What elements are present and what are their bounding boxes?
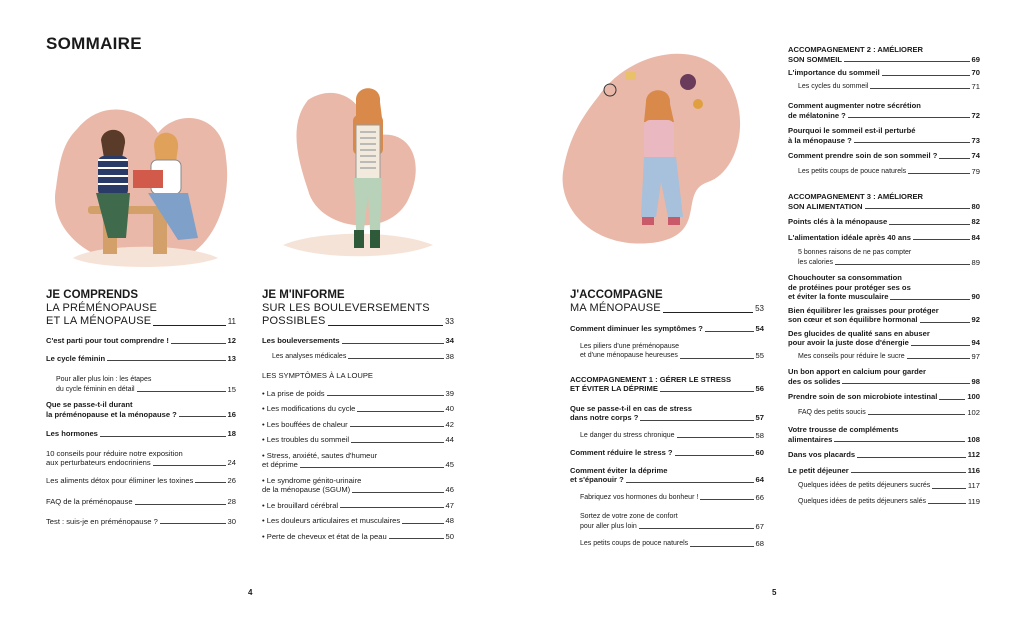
toc-entry[interactable]: [262, 476, 454, 495]
toc-entry-title: • Les modifications du cycle: [262, 404, 356, 413]
toc-page-number: 18: [227, 429, 236, 438]
toc-entry-title: et déprime: [262, 460, 298, 469]
toc-entry-title: les calories: [798, 258, 834, 266]
toc-entry-title: • Le syndrome génito-urinaire: [262, 475, 362, 485]
toc-entry-title: L'importance du sommeil: [788, 68, 880, 77]
toc-leader-line: [348, 358, 443, 359]
toc-leader-line: [389, 538, 444, 539]
toc-entry-title: Pourquoi le sommeil est-il perturbé: [788, 126, 916, 135]
toc-leader-line: [350, 426, 444, 427]
toc-entry-title: Les cycles du sommeil: [798, 82, 869, 90]
illustration-two-women-reading: [48, 98, 238, 270]
toc-page-number: 45: [445, 460, 454, 469]
toc-leader-line: [857, 457, 966, 458]
toc-page-number: 84: [971, 232, 980, 242]
toc-leader-line: [868, 414, 966, 415]
toc-page-number: 30: [227, 516, 236, 526]
toc-entry-title: Bien équilibrer les graisses pour protéger: [788, 305, 939, 315]
toc-page-number: 100: [967, 392, 980, 401]
toc-entry[interactable]: [262, 532, 454, 542]
toc-page-number: 60: [755, 448, 764, 457]
page-number-left: 4: [248, 588, 253, 597]
toc-entry-title: ACCOMPAGNEMENT 1 : GÉRER LE STRESS: [570, 374, 732, 384]
toc-entry-title: Le cycle féminin: [46, 353, 106, 363]
toc-leader-line: [932, 488, 966, 489]
toc-entry-title: ET ÉVITER LA DÉPRIME: [570, 384, 658, 393]
toc-entry-title: Que se passe-t-il en cas de stress: [570, 403, 692, 413]
toc-leader-line: [675, 455, 754, 456]
toc-page-number: 34: [445, 336, 454, 345]
toc-leader-line: [911, 345, 970, 346]
toc-entry-title: FAQ des petits soucis: [798, 408, 866, 416]
toc-leader-line: [939, 158, 969, 159]
toc-leader-line: [195, 482, 225, 483]
toc-page-number: 44: [445, 435, 454, 444]
toc-entry[interactable]: [788, 497, 980, 507]
toc-leader-line: [842, 383, 969, 384]
toc-entry-title: Mes conseils pour réduire le sucre: [798, 352, 905, 360]
toc-entry-title: ACCOMPAGNEMENT 2 : AMÉLIORER: [788, 45, 923, 54]
toc-entry-title: Un bon apport en calcium pour garder: [788, 367, 926, 376]
toc-entry[interactable]: [570, 448, 764, 458]
toc-entry-title: • Les bouffées de chaleur: [262, 419, 348, 429]
toc-entry[interactable]: [788, 101, 980, 120]
toc-page-number: 38: [445, 351, 454, 361]
toc-leader-line: [626, 482, 754, 483]
toc-entry-title: C'est parti pour tout comprendre !: [46, 336, 169, 345]
toc-leader-line: [160, 523, 226, 524]
toc-entry[interactable]: [788, 466, 980, 476]
toc-entry[interactable]: [788, 450, 980, 460]
toc-entry[interactable]: [570, 512, 764, 531]
toc-entry[interactable]: [46, 354, 236, 364]
toc-page-number: 13: [227, 353, 236, 363]
toc-leader-line: [690, 546, 753, 547]
toc-page-number: 26: [227, 475, 236, 485]
toc-entry-title: Les aliments détox pour éliminer les toxines: [46, 475, 194, 485]
toc-leader-line: [179, 416, 226, 417]
toc-leader-line: [835, 264, 970, 265]
toc-page-number: 64: [755, 475, 764, 484]
toc-page-number: 16: [227, 409, 236, 419]
section-header-2: JE M'INFORME SUR LES BOULEVERSEMENTS POSSIBLES 33: [262, 289, 454, 327]
toc-entry[interactable]: [570, 375, 764, 394]
toc-page-number: 82: [971, 217, 980, 226]
toc-entry[interactable]: [788, 248, 980, 267]
toc-leader-line: [920, 322, 970, 323]
toc-column-1: [46, 336, 236, 534]
toc-entry-title: et éviter la fonte musculaire: [788, 292, 889, 301]
toc-entry[interactable]: [262, 420, 454, 430]
toc-column-4: [788, 45, 980, 506]
toc-entry-title: Pour aller plus loin : les étapes: [56, 376, 152, 383]
toc-page-number: 119: [967, 496, 980, 506]
toc-entry[interactable]: [788, 192, 980, 211]
toc-page-number: 15: [227, 384, 236, 394]
toc-page-number: 72: [971, 110, 980, 120]
toc-entry-title: Quelques idées de petits déjeuners salés: [798, 497, 927, 505]
toc-entry[interactable]: [262, 404, 454, 414]
toc-entry[interactable]: [788, 481, 980, 491]
toc-entry-title: ACCOMPAGNEMENT 3 : AMÉLIORER: [788, 192, 923, 201]
toc-page-number: 12: [227, 336, 236, 345]
toc-page-number: 55: [755, 351, 764, 360]
toc-entry-title: SON ALIMENTATION: [788, 201, 863, 211]
toc-leader-line: [402, 523, 443, 524]
toc-entry[interactable]: [570, 493, 764, 503]
toc-entry-title: 5 bonnes raisons de ne pas compter: [798, 249, 912, 256]
toc-entry-title: • Le brouillard cérébral: [262, 500, 339, 510]
toc-leader-line: [660, 391, 754, 392]
toc-page-number: 24: [227, 458, 236, 467]
toc-page-number: 70: [971, 68, 980, 77]
toc-entry[interactable]: [46, 476, 236, 486]
toc-leader-line: [137, 391, 226, 392]
toc-leader-line: [848, 117, 970, 118]
toc-entry-title: Comment prendre soin de son sommeil ?: [788, 151, 938, 160]
toc-entry-title: Comment éviter la déprime: [570, 465, 668, 475]
toc-page-number: 57: [755, 413, 764, 422]
toc-page-number: 39: [445, 388, 454, 398]
toc-leader-line: [939, 399, 965, 400]
toc-entry[interactable]: [788, 233, 980, 243]
toc-entry-title: Points clés à la ménopause: [788, 217, 888, 226]
toc-leader-line: [928, 503, 966, 504]
toc-page-number: 98: [971, 376, 980, 386]
toc-entry[interactable]: [788, 306, 980, 325]
toc-entry-title: et s'épanouir ?: [570, 475, 624, 484]
toc-leader-line: [890, 299, 969, 300]
toc-page-number: 42: [445, 419, 454, 429]
toc-leader-line: [351, 442, 443, 443]
toc-entry-title: aux perturbateurs endocriniens: [46, 458, 151, 467]
toc-entry-title: • Perte de cheveux et état de la peau: [262, 531, 387, 541]
toc-entry[interactable]: [46, 517, 236, 527]
toc-entry[interactable]: [570, 342, 764, 361]
toc-entry-title: pour avoir la juste dose d'énergie: [788, 338, 909, 347]
toc-page-number: 66: [755, 492, 764, 502]
toc-leader-line: [865, 208, 970, 209]
toc-entry-title: Comment diminuer les symptômes ?: [570, 324, 703, 333]
toc-entry[interactable]: [262, 371, 454, 381]
toc-page-number: 116: [967, 465, 980, 475]
toc-entry[interactable]: [46, 400, 236, 419]
section-header-3: J'ACCOMPAGNE MA MÉNOPAUSE 53: [570, 289, 764, 314]
toc-leader-line: [340, 507, 443, 508]
toc-leader-line: [327, 395, 444, 396]
toc-page-number: 117: [967, 481, 980, 490]
toc-entry-title: alimentaires: [788, 434, 833, 444]
toc-page-number: 94: [971, 338, 980, 347]
toc-page-number: 47: [445, 500, 454, 510]
toc-entry-title: • Les douleurs articulaires et musculaires: [262, 516, 401, 525]
toc-entry-title: FAQ de la préménopause: [46, 497, 133, 506]
toc-leader-line: [844, 61, 970, 62]
toc-entry[interactable]: [788, 408, 980, 418]
toc-entry-title: du cycle féminin en détail: [56, 385, 135, 393]
toc-entry-title: son cœur et son équilibre hormonal: [788, 315, 918, 324]
toc-entry-title: Quelques idées de petits déjeuners sucrés: [798, 482, 931, 489]
toc-entry-title: Sortez de votre zone de confort: [580, 513, 678, 520]
page-number-right: 5: [772, 588, 777, 597]
toc-entry[interactable]: [46, 375, 236, 394]
toc-leader-line: [700, 499, 753, 500]
toc-entry-title: Les hormones: [46, 429, 98, 438]
toc-leader-line: [100, 436, 226, 437]
toc-entry-title: Le petit déjeuner: [788, 465, 849, 475]
toc-entry[interactable]: [788, 329, 980, 348]
toc-page-number: 80: [971, 201, 980, 211]
toc-entry-title: Comment augmenter notre sécrétion: [788, 101, 921, 110]
toc-entry[interactable]: [788, 45, 980, 64]
toc-entry-title: de mélatonine ?: [788, 110, 846, 120]
toc-entry[interactable]: [262, 451, 454, 470]
toc-leader-line: [107, 360, 225, 361]
toc-entry-title: Votre trousse de compléments: [788, 425, 899, 434]
toc-page-number: 68: [755, 539, 764, 548]
toc-entry-title: • Les troubles du sommeil: [262, 435, 350, 444]
toc-entry-title: Que se passe-t-il durant: [46, 400, 133, 409]
toc-entry-title: la préménopause et la ménopause ?: [46, 409, 177, 419]
toc-page-number: 56: [755, 384, 764, 393]
toc-leader-line: [889, 224, 969, 225]
toc-page-number: 112: [967, 450, 980, 459]
toc-entry[interactable]: [570, 324, 764, 334]
toc-page-number: 90: [971, 292, 980, 301]
toc-entry[interactable]: [788, 367, 980, 386]
toc-entry[interactable]: [788, 82, 980, 92]
toc-entry[interactable]: [788, 217, 980, 227]
toc-page-number: 74: [971, 151, 980, 160]
toc-page-number: 102: [967, 407, 980, 417]
toc-entry-title: • La prise de poids: [262, 388, 325, 398]
toc-entry-title: de la ménopause (SGUM): [262, 485, 351, 494]
toc-leader-line: [640, 420, 753, 421]
toc-entry-title: des os solides: [788, 376, 841, 386]
toc-entry[interactable]: [262, 352, 454, 362]
toc-leader-line: [882, 75, 970, 76]
toc-entry[interactable]: [788, 392, 980, 402]
toc-page-number: 46: [445, 485, 454, 494]
toc-entry[interactable]: [46, 336, 236, 346]
toc-entry-title: de protéines pour protéger ses os: [788, 282, 911, 292]
toc-page-number: 54: [755, 324, 764, 333]
toc-entry[interactable]: [788, 151, 980, 161]
toc-leader-line: [300, 467, 444, 468]
toc-entry-title: pour aller plus loin: [580, 522, 637, 530]
toc-entry[interactable]: [570, 539, 764, 549]
toc-leader-line: [913, 239, 970, 240]
toc-entry-title: dans notre corps ?: [570, 413, 639, 422]
page-title: SOMMAIRE: [46, 34, 142, 53]
toc-entry-title: Fabriquez vos hormones du bonheur !: [580, 493, 699, 501]
toc-entry-title: Des glucides de qualité sans en abuser: [788, 328, 930, 338]
toc-entry-title: LES SYMPTÔMES À LA LOUPE: [262, 371, 373, 380]
toc-leader-line: [680, 358, 754, 359]
toc-entry-title: Comment réduire le stress ?: [570, 448, 673, 457]
toc-page-number: 50: [445, 531, 454, 541]
toc-leader-line: [851, 472, 966, 473]
toc-leader-line: [352, 492, 443, 493]
section-header-1: JE COMPRENDS LA PRÉMÉNOPAUSE ET LA MÉNOPAUSE 11: [46, 289, 236, 327]
toc-entry-title: Les piliers d'une préménopause: [580, 342, 680, 350]
toc-entry-title: SON SOMMEIL: [788, 54, 843, 64]
toc-leader-line: [639, 528, 754, 529]
toc-page-number: 48: [445, 516, 454, 525]
toc-entry[interactable]: [46, 497, 236, 507]
toc-entry[interactable]: [570, 404, 764, 423]
toc-leader-line: [342, 343, 444, 344]
toc-leader-line: [907, 358, 970, 359]
toc-column-3: [570, 324, 764, 557]
toc-entry-title: Les analyses médicales: [272, 352, 347, 360]
toc-page-number: 89: [971, 257, 980, 267]
toc-page-number: 97: [971, 351, 980, 361]
toc-page-number: 71: [971, 81, 980, 91]
toc-entry-title: L'alimentation idéale après 40 ans: [788, 232, 911, 242]
toc-page-number: 67: [755, 521, 764, 531]
toc-entry-title: Prendre soin de son microbiote intestinal: [788, 392, 938, 401]
illustration-woman-scroll: [278, 80, 438, 270]
illustration-woman-bubbles: [558, 42, 758, 262]
toc-leader-line: [171, 343, 226, 344]
toc-leader-line: [153, 465, 226, 466]
toc-entry[interactable]: [788, 126, 980, 145]
toc-entry-title: Chouchouter sa consommation: [788, 273, 902, 282]
toc-entry[interactable]: [788, 167, 980, 177]
toc-entry-title: et d'une ménopause heureuses: [580, 352, 678, 359]
toc-entry[interactable]: [46, 449, 236, 468]
toc-page-number: 58: [755, 430, 764, 440]
toc-entry[interactable]: [788, 68, 980, 78]
toc-page-number: 79: [971, 166, 980, 176]
toc-entry[interactable]: [788, 425, 980, 444]
toc-leader-line: [677, 437, 754, 438]
toc-page-number: 108: [967, 434, 980, 444]
toc-entry[interactable]: [262, 516, 454, 526]
toc-entry[interactable]: [262, 336, 454, 346]
toc-page-number: 28: [227, 497, 236, 506]
toc-entry[interactable]: [262, 501, 454, 511]
toc-column-2: [262, 336, 454, 547]
toc-page-number: 92: [971, 315, 980, 324]
toc-leader-line: [357, 411, 443, 412]
toc-leader-line: [854, 142, 970, 143]
toc-entry-title: Les bouleversements: [262, 336, 340, 345]
toc-leader-line: [135, 504, 226, 505]
toc-page-number: 69: [971, 54, 980, 64]
toc-entry[interactable]: [262, 435, 454, 445]
toc-entry[interactable]: [262, 389, 454, 399]
toc-entry-title: à la ménopause ?: [788, 135, 852, 145]
toc-entry-title: 10 conseils pour réduire notre exposition: [46, 448, 183, 458]
toc-entry-title: Les petits coups de pouce naturels: [580, 540, 689, 547]
toc-entry[interactable]: [788, 352, 980, 362]
toc-leader-line: [834, 441, 965, 442]
toc-entry-title: Dans vos placards: [788, 450, 856, 459]
toc-page-number: 40: [445, 404, 454, 413]
toc-leader-line: [908, 173, 969, 174]
toc-leader-line: [705, 331, 754, 332]
toc-entry-title: • Stress, anxiété, sautes d'humeur: [262, 450, 378, 460]
toc-entry-title: Le danger du stress chronique: [580, 431, 675, 439]
toc-entry[interactable]: [570, 431, 764, 441]
toc-entry-title: Test : suis-je en préménopause ?: [46, 516, 158, 526]
toc-entry[interactable]: [570, 466, 764, 485]
toc-entry[interactable]: [788, 273, 980, 302]
toc-leader-line: [870, 88, 969, 89]
toc-entry[interactable]: [46, 429, 236, 439]
toc-entry-title: Les petits coups de pouce naturels: [798, 167, 907, 175]
toc-page-number: 73: [971, 135, 980, 145]
